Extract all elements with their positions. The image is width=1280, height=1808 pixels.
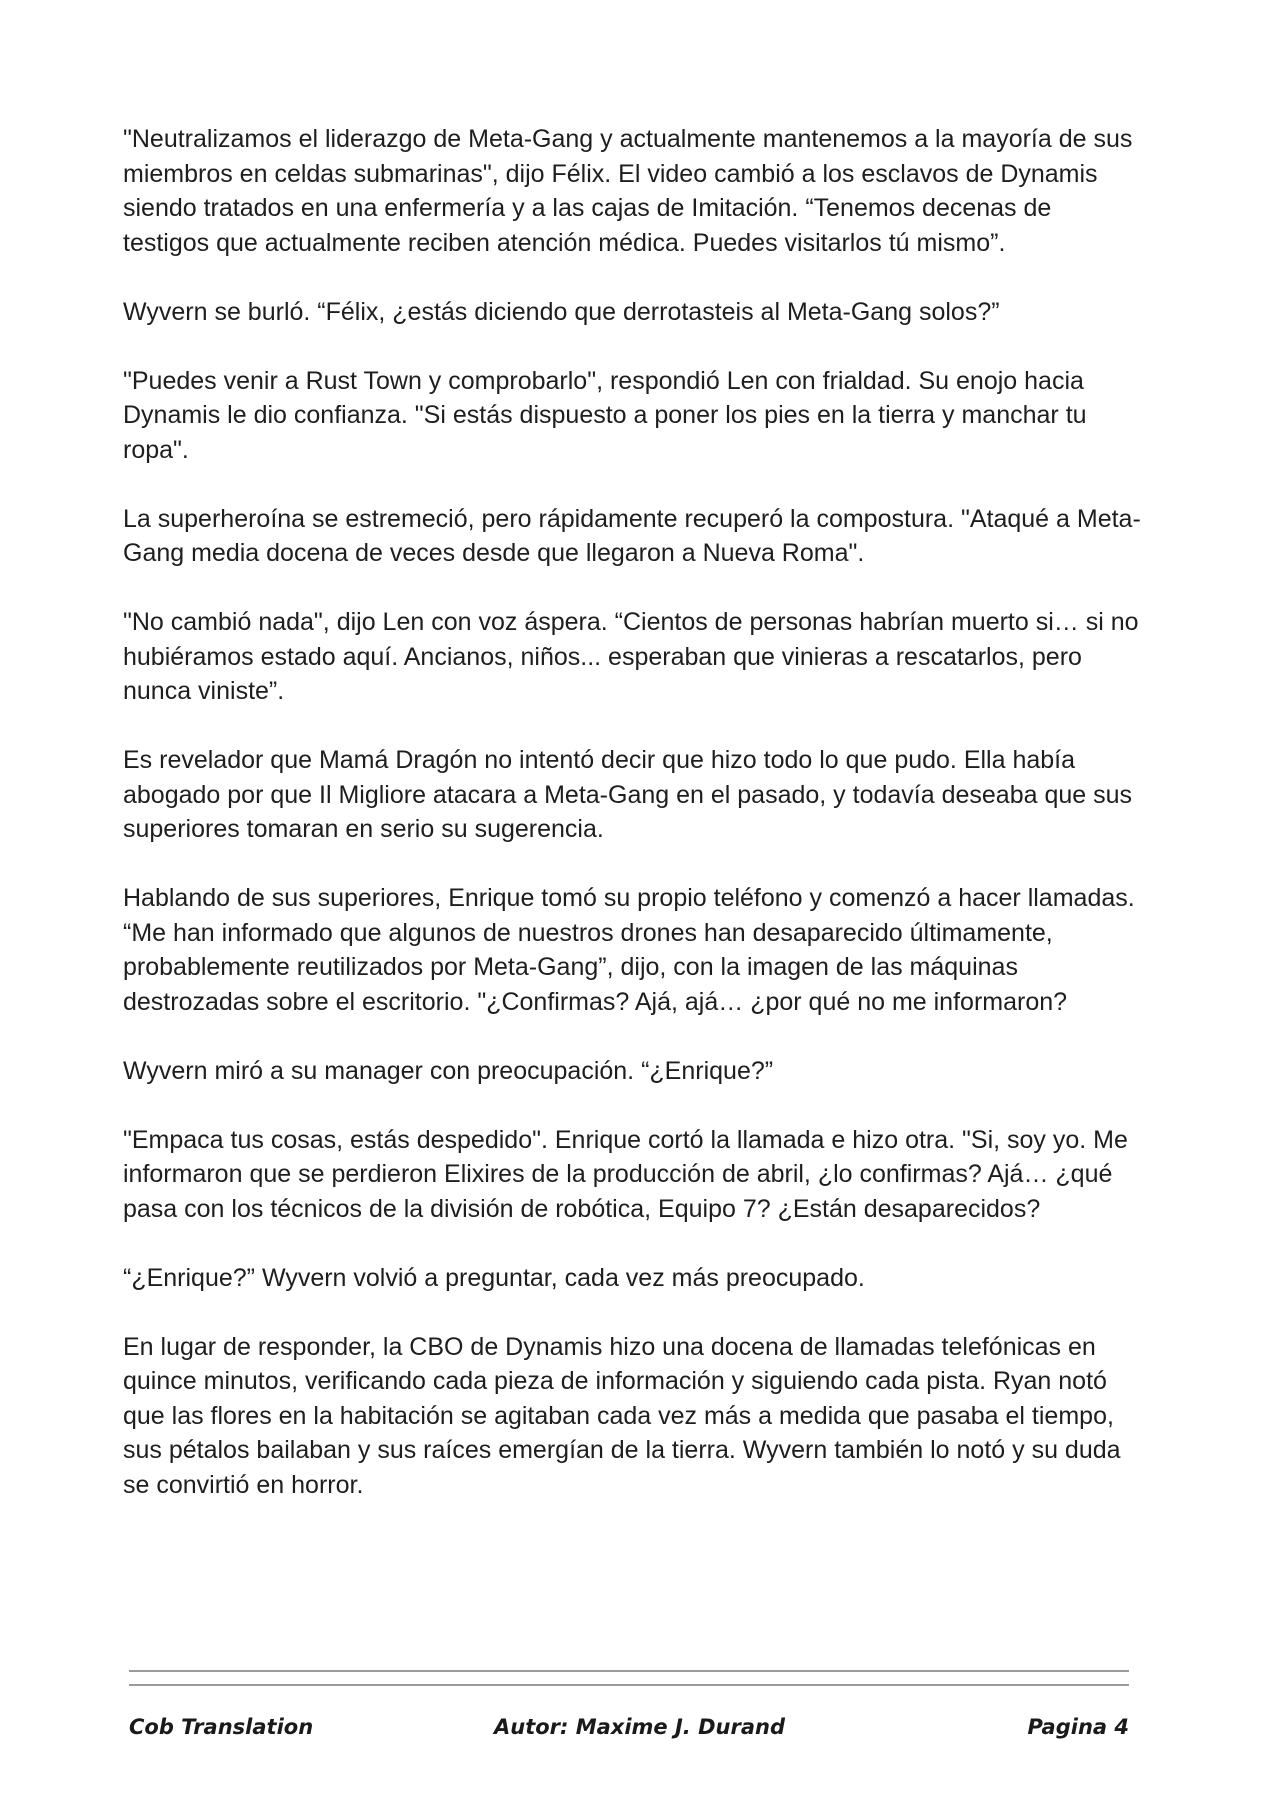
- footer-rule-top: [129, 1670, 1129, 1672]
- footer-page-number: Pagina 4: [1027, 1715, 1129, 1739]
- paragraph: La superheroína se estremeció, pero rápidamente recuperó la compostura. "Ataqué a Meta-Gang media docena de veces desde que llegaron a Nueva Roma".: [123, 504, 1141, 567]
- paragraph: "Puedes venir a Rust Town y comprobarlo", respondió Len con frialdad. Su enojo hacia Dynamis le dio confianza. "Si estás dispuesto a poner los pies en la tierra y manchar tu ropa".: [123, 366, 1087, 464]
- body-text: [123, 122, 1143, 1537]
- footer-divider: [129, 1670, 1129, 1686]
- page-footer: [129, 1715, 1129, 1747]
- paragraph: "Neutralizamos el liderazgo de Meta-Gang y actualmente mantenemos a la mayoría de sus miembros en celdas submarinas", dijo Félix. El video cambió a los esclavos de Dynamis siendo tratados en una enfermería y a las cajas de Imitación. “Tenemos decenas de testigos que actualmente reciben atención médica. Puedes visitarlos tú mismo”.: [123, 125, 1133, 257]
- footer-rule-bottom: [129, 1684, 1129, 1686]
- paragraph: “¿Enrique?” Wyvern volvió a preguntar, cada vez más preocupado.: [123, 1263, 865, 1292]
- paragraph: Wyvern miró a su manager con preocupación. “¿Enrique?”: [123, 1056, 774, 1085]
- paragraph: Hablando de sus superiores, Enrique tomó su propio teléfono y comenzó a hacer llamadas. “Me han informado que algunos de nuestros drones han desaparecido últimamente, probablemente reutilizados por Meta-Gang”, dijo, con la imagen de las máquinas destrozadas sobre el escritorio. "¿Confirmas? Ajá, ajá… ¿por qué no me informaron?: [123, 884, 1135, 1016]
- paragraph: En lugar de responder, la CBO de Dynamis hizo una docena de llamadas telefónicas en quince minutos, verificando cada pieza de información y siguiendo cada pista. Ryan notó que las flores en la habitación se agitaban cada vez más a medida que pasaba el tiempo, sus pétalos bailaban y sus raíces emergían de la tierra. Wyvern también lo notó y su duda se convirtió en horror.: [123, 1332, 1121, 1499]
- footer-translator: Cob Translation: [129, 1715, 314, 1739]
- paragraph: "No cambió nada", dijo Len con voz áspera. “Cientos de personas habrían muerto si… si no hubiéramos estado aquí. Ancianos, niños... esperaban que vinieras a rescatarlos, pero nunca viniste”.: [123, 608, 1139, 705]
- footer-author: Autor: Maxime J. Durand: [494, 1715, 785, 1739]
- paragraph: Es revelador que Mamá Dragón no intentó decir que hizo todo lo que pudo. Ella había abogado por que Il Migliore atacara a Meta-Gang en el pasado, y todavía deseaba que sus superiores tomaran en serio su sugerencia.: [123, 746, 1133, 843]
- paragraph: Wyvern se burló. “Félix, ¿estás diciendo que derrotasteis al Meta-Gang solos?”: [123, 297, 1000, 326]
- paragraph: "Empaca tus cosas, estás despedido". Enrique cortó la llamada e hizo otra. "Si, soy yo. Me informaron que se perdieron Elixires de la producción de abril, ¿lo confirmas? Ajá… ¿qué pasa con los técnicos de la división de robótica, Equipo 7? ¿Están desaparecidos?: [123, 1125, 1128, 1223]
